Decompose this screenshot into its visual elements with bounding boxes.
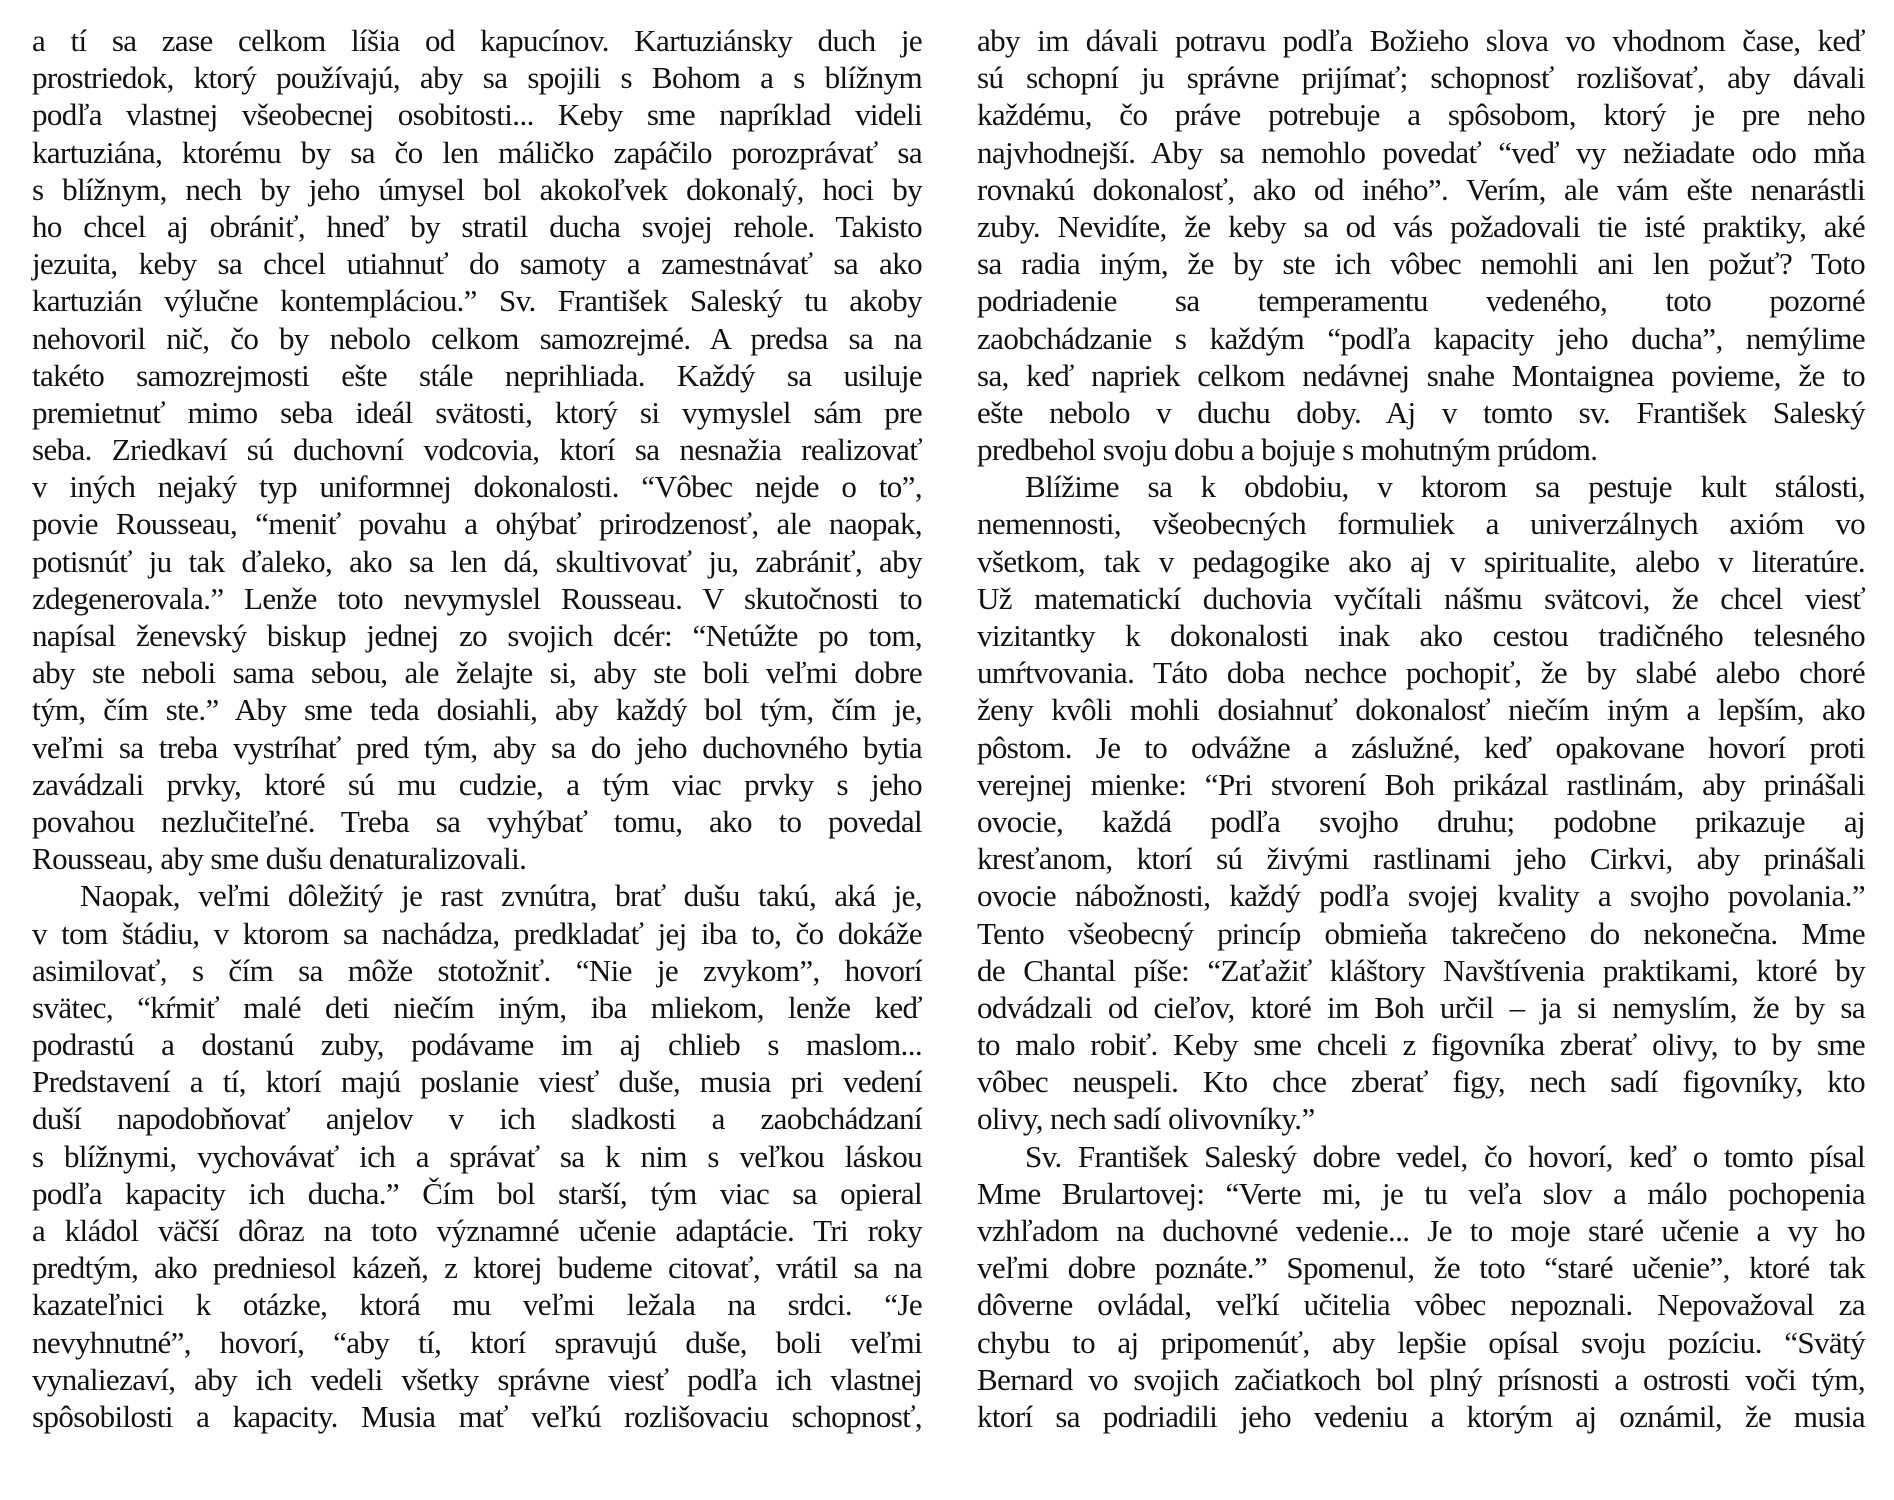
text-line: to malo robiť. Keby sme chceli z figovníka zberať olivy, to by sme (977, 1027, 1865, 1063)
text-line: chybu to aj pripomenúť, aby lepšie opísal svoju pozíciu. “Svätý (977, 1324, 1865, 1360)
text-line: napísal ženevský biskup jednej zo svojich dcér: “Netúžte po tom, (32, 618, 922, 653)
text-line: každému, čo práve potrebuje a spôsobom, ktorý je pre neho (977, 97, 1865, 133)
text-line: veľmi dobre poznáte.” Spomenul, že toto “staré učenie”, ktoré tak (977, 1250, 1865, 1286)
text-line: nehovoril nič, čo by nebolo celkom samozrejmé. A predsa sa na (32, 320, 922, 356)
text-line: spôsobilosti a kapacity. Musia mať veľkú rozlišovaciu schopnosť, (32, 1398, 922, 1434)
text-line: predbehol svoju dobu a bojuje s mohutným prúdom. (977, 432, 1598, 468)
text-line: zavádzali prvky, ktoré sú mu cudzie, a tým viac prvky s jeho (32, 766, 922, 802)
text-line: v iných nejaký typ uniformnej dokonalosti. “Vôbec nejde o to”, (32, 469, 922, 505)
text-line: povie Rousseau, “meniť povahu a ohýbať prirodzenosť, ale naopak, (32, 506, 922, 542)
text-line: Rousseau, aby sme dušu denaturalizovali. (32, 841, 527, 877)
text-line: aby ste neboli sama sebou, ale želajte si, aby ste boli veľmi dobre (32, 655, 922, 691)
text-line: Predstavení a tí, ktorí majú poslanie viesť duše, musia pri vedení (32, 1064, 922, 1100)
text-line: s blížnymi, vychovávať ich a správať sa k nim s veľkou láskou (32, 1138, 922, 1174)
text-line: zaobchádzanie s každým “podľa kapacity jeho ducha”, nemýlime (977, 320, 1865, 356)
text-line: zuby. Nevidíte, že keby sa od vás požadovali tie isté praktiky, aké (977, 208, 1865, 244)
text-line: podriadenie sa temperamentu vedeného, toto pozorné (977, 283, 1865, 319)
text-line: pôstom. Je to odvážne a záslužné, keď opakovane hovorí proti (977, 729, 1865, 765)
text-line: potisnúť ju tak ďaleko, ako sa len dá, skultivovať ju, zabrániť, aby (32, 543, 922, 579)
text-line: dôverne ovládal, veľkí učitelia vôbec nepoznali. Nepovažoval za (977, 1287, 1865, 1323)
text-column-right (977, 22, 1865, 1435)
text-line: Už matematickí duchovia vyčítali nášmu svätcovi, že chcel viesť (977, 580, 1865, 616)
text-line: všetkom, tak v pedagogike ako aj v spiritualite, alebo v literatúre. (977, 543, 1865, 579)
text-line: veľmi sa treba vystríhať pred tým, aby sa do jeho duchovného bytia (32, 729, 922, 765)
text-line: Sv. František Saleský dobre vedel, čo hovorí, keď o tomto písal (1025, 1138, 1865, 1174)
text-line: v tom štádiu, v ktorom sa nachádza, predkladať jej iba to, čo dokáže (32, 915, 922, 951)
text-line: ovocie nábožnosti, každý podľa svojej kvality a svojho povolania.” (977, 878, 1865, 914)
text-line: zdegenerovala.” Lenže toto nevymyslel Rousseau. V skutočnosti to (32, 580, 922, 616)
text-line: Mme Brulartovej: “Verte mi, je tu veľa slov a málo pochopenia (977, 1175, 1865, 1211)
text-line: svätec, “kŕmiť malé deti niečím iným, iba mliekom, lenže keď (32, 989, 922, 1025)
text-line: duší napodobňovať anjelov v ich sladkosti a zaobchádzaní (32, 1101, 922, 1137)
text-line: vizitantky k dokonalosti inak ako cestou tradičného telesného (977, 618, 1865, 653)
text-line: Naopak, veľmi dôležitý je rast zvnútra, brať dušu takú, aká je, (80, 878, 922, 914)
text-line: kresťanom, ktorí sú živými rastlinami jeho Cirkvi, aby prinášali (977, 841, 1865, 877)
text-line: seba. Zriedkaví sú duchovní vodcovia, ktorí sa nesnažia realizovať (32, 432, 922, 468)
text-line: kazateľnici k otázke, ktorá mu veľmi ležala na srdci. “Je (32, 1287, 922, 1323)
text-line: Tento všeobecný princíp obmieňa takrečeno do nekonečna. Mme (977, 915, 1865, 951)
text-line: umŕtvovania. Táto doba nechce pochopiť, že by slabé alebo choré (977, 655, 1865, 691)
text-line: aby im dávali potravu podľa Božieho slova vo vhodnom čase, keď (977, 23, 1865, 58)
text-line: povahou nezlučiteľné. Treba sa vyhýbať tomu, ako to povedal (32, 803, 922, 839)
text-column-left (32, 22, 922, 1435)
text-line: ho chcel aj obrániť, hneď by stratil ducha svojej rehole. Takisto (32, 208, 922, 244)
text-line: nevyhnutné”, hovorí, “aby tí, ktorí spravujú duše, boli veľmi (32, 1324, 922, 1360)
text-line: s blížnym, nech by jeho úmysel bol akokoľvek dokonalý, hoci by (32, 171, 922, 207)
text-line: olivy, nech sadí olivovníky.” (977, 1101, 1315, 1137)
text-line: a kládol väčší dôraz na toto významné učenie adaptácie. Tri roky (32, 1213, 922, 1248)
text-line: podľa kapacity ich ducha.” Čím bol starší, tým viac sa opieral (32, 1175, 922, 1211)
text-line: vôbec neuspeli. Kto chce zberať figy, nech sadí figovníky, kto (977, 1064, 1865, 1100)
text-line: ovocie, každá podľa svojho druhu; podobne prikazuje aj (977, 803, 1865, 839)
text-line: ktorí sa podriadili jeho vedeniu a ktorým aj oznámil, že musia (977, 1398, 1865, 1434)
text-line: prostriedok, ktorý používajú, aby sa spojili s Bohom a s blížnym (32, 60, 922, 96)
text-line: Bernard vo svojich začiatkoch bol plný prísnosti a ostrosti voči tým, (977, 1361, 1865, 1397)
text-line: predtým, ako predniesol kázeň, z ktorej budeme citovať, vrátil sa na (32, 1250, 922, 1286)
text-line: ženy kvôli mohli dosiahnuť dokonalosť niečím iným a lepším, ako (977, 692, 1865, 728)
text-line: vzhľadom na duchovné vedenie... Je to moje staré učenie a vy ho (977, 1213, 1865, 1248)
text-line: nemennosti, všeobecných formuliek a univerzálnych axióm vo (977, 506, 1865, 542)
text-line: odvádzali od cieľov, ktoré im Boh určil – ja si nemyslím, že by sa (977, 989, 1865, 1025)
text-line: vynaliezaví, aby ich vedeli všetky správne viesť podľa ich vlastnej (32, 1361, 922, 1397)
text-line: jezuita, keby sa chcel utiahnuť do samoty a zamestnávať sa ako (32, 246, 922, 282)
text-line: kartuzián výlučne kontempláciou.” Sv. František Saleský tu akoby (32, 283, 922, 319)
text-line: a tí sa zase celkom líšia od kapucínov. Kartuziánsky duch je (32, 23, 922, 58)
text-line: podrastú a dostanú zuby, podávame im aj chlieb s maslom... (32, 1027, 922, 1063)
text-line: sú schopní ju správne prijímať; schopnosť rozlišovať, aby dávali (977, 60, 1865, 96)
text-line: sa radia iným, že by ste ich vôbec nemohli ani len požuť? Toto (977, 246, 1865, 282)
text-line: ešte nebolo v duchu doby. Aj v tomto sv. František Saleský (977, 394, 1865, 430)
text-line: premietnuť mimo seba ideál svätosti, ktorý si vymyslel sám pre (32, 394, 922, 430)
text-line: sa, keď napriek celkom nedávnej snahe Montaignea povieme, že to (977, 357, 1865, 393)
text-line: najvhodnejší. Aby sa nemohlo povedať “veď vy nežiadate odo mňa (977, 134, 1865, 170)
text-line: podľa vlastnej všeobecnej osobitosti... Keby sme napríklad videli (32, 97, 922, 133)
text-line: Blížime sa k obdobiu, v ktorom sa pestuje kult stálosti, (1025, 469, 1865, 505)
text-line: rovnakú dokonalosť, ako od iného”. Verím, ale vám ešte nenarástli (977, 171, 1865, 207)
text-line: asimilovať, s čím sa môže stotožniť. “Nie je zvykom”, hovorí (32, 952, 922, 988)
text-line: takéto samozrejmosti ešte stále neprihliada. Každý sa usiluje (32, 357, 922, 393)
text-line: de Chantal píše: “Zaťažiť kláštory Navštívenia praktikami, ktoré by (977, 952, 1865, 988)
text-line: tým, čím ste.” Aby sme teda dosiahli, aby každý bol tým, čím je, (32, 692, 922, 728)
text-line: kartuziána, ktorému by sa čo len máličko zapáčilo porozprávať sa (32, 134, 922, 170)
text-line: verejnej mienke: “Pri stvorení Boh prikázal rastlinám, aby prinášali (977, 766, 1865, 802)
